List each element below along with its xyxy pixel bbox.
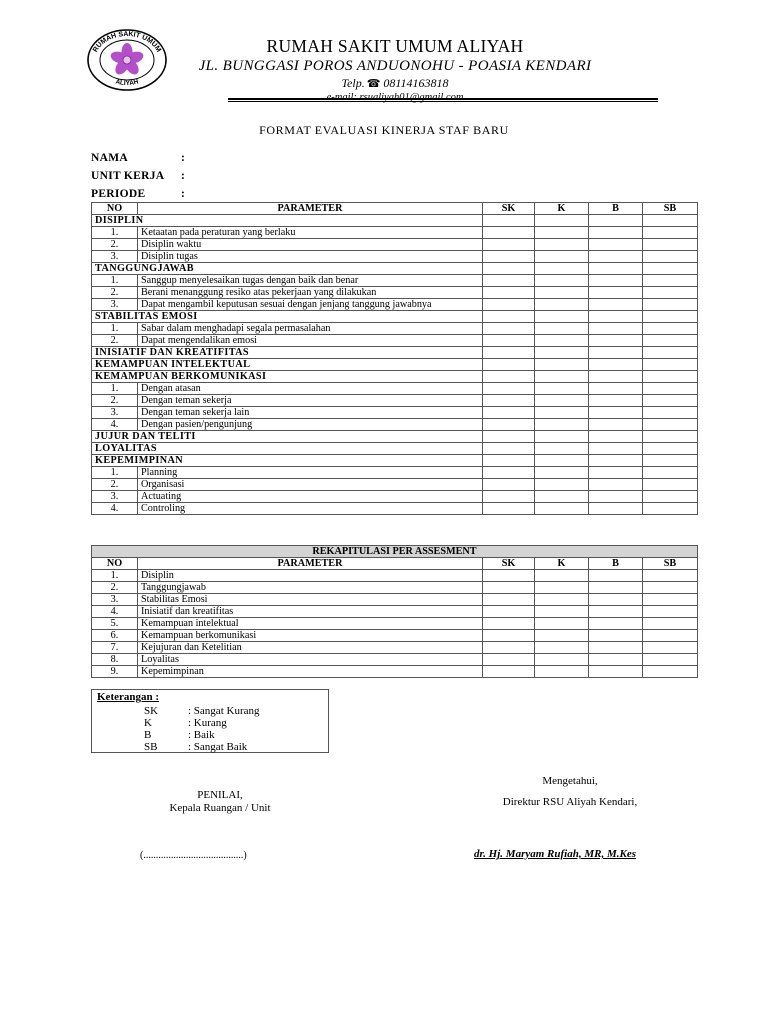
score-cell[interactable]: [589, 239, 643, 251]
score-cell[interactable]: [589, 654, 643, 666]
score-cell[interactable]: [483, 395, 535, 407]
header-no: NO: [92, 558, 138, 570]
row-parameter: Berani menanggung resiko atas pekerjaan yang dilakukan: [138, 287, 483, 299]
director-signature-block: [470, 775, 670, 809]
score-cell[interactable]: [483, 594, 535, 606]
score-cell[interactable]: [483, 287, 535, 299]
score-cell[interactable]: [589, 666, 643, 678]
row-number: 3.: [92, 594, 138, 606]
score-cell[interactable]: [643, 431, 698, 443]
header-parameter: PARAMETER: [138, 558, 483, 570]
meta-colon: :: [181, 188, 185, 200]
row-parameter: Stabilitas Emosi: [138, 594, 483, 606]
score-cell[interactable]: [535, 383, 589, 395]
row-number: 3.: [92, 299, 138, 311]
score-cell[interactable]: [589, 642, 643, 654]
row-parameter: Sabar dalam menghadapi segala permasalahan: [138, 323, 483, 335]
category-row: [92, 371, 698, 383]
hospital-email: e-mail: rsualiyah01@gmail.com: [326, 92, 464, 103]
table-row: [92, 239, 698, 251]
row-number: 1.: [92, 467, 138, 479]
score-cell[interactable]: [535, 479, 589, 491]
table-row: [92, 287, 698, 299]
category-label: KEPEMIMPINAN: [92, 455, 483, 467]
row-number: 9.: [92, 666, 138, 678]
score-cell[interactable]: [643, 618, 698, 630]
table-header-row: [92, 203, 698, 215]
row-number: 2.: [92, 395, 138, 407]
legend-code: SB: [144, 741, 158, 753]
score-cell[interactable]: [589, 479, 643, 491]
score-cell[interactable]: [535, 227, 589, 239]
score-cell[interactable]: [643, 455, 698, 467]
score-cell[interactable]: [483, 491, 535, 503]
row-parameter: Inisiatif dan kreatifitas: [138, 606, 483, 618]
score-cell[interactable]: [589, 359, 643, 371]
score-cell[interactable]: [483, 263, 535, 275]
score-cell[interactable]: [643, 323, 698, 335]
score-cell[interactable]: [589, 395, 643, 407]
row-number: 3.: [92, 251, 138, 263]
table-row: [92, 323, 698, 335]
row-number: 1.: [92, 227, 138, 239]
phone-number: 08114163818: [383, 76, 449, 90]
table-row: [92, 383, 698, 395]
row-number: 2.: [92, 239, 138, 251]
recap-title-row: [92, 546, 698, 558]
legend-box: [91, 689, 329, 753]
table-header-row: [92, 558, 698, 570]
score-cell[interactable]: [483, 630, 535, 642]
assessor-signature-block: [120, 789, 320, 815]
score-cell[interactable]: [643, 395, 698, 407]
row-parameter: Dengan teman sekerja lain: [138, 407, 483, 419]
row-parameter: Sanggup menyelesaikan tugas dengan baik dan benar: [138, 275, 483, 287]
score-cell[interactable]: [535, 503, 589, 515]
category-row: [92, 263, 698, 275]
score-cell[interactable]: [643, 239, 698, 251]
row-number: 2.: [92, 287, 138, 299]
score-cell[interactable]: [483, 347, 535, 359]
score-cell[interactable]: [643, 287, 698, 299]
category-row: [92, 455, 698, 467]
employee-info: [91, 149, 191, 203]
row-number: 2.: [92, 582, 138, 594]
score-cell[interactable]: [589, 251, 643, 263]
legend-desc: : Sangat Kurang: [188, 705, 260, 717]
score-cell[interactable]: [535, 323, 589, 335]
table-row: [92, 666, 698, 678]
category-row: [92, 431, 698, 443]
assessor-name-blank[interactable]: (........................................): [140, 850, 247, 861]
score-cell[interactable]: [535, 666, 589, 678]
score-cell[interactable]: [589, 287, 643, 299]
score-cell[interactable]: [535, 371, 589, 383]
score-cell[interactable]: [589, 263, 643, 275]
score-cell[interactable]: [535, 263, 589, 275]
row-parameter: Dengan atasan: [138, 383, 483, 395]
meta-label: NAMA: [91, 152, 128, 164]
score-cell[interactable]: [589, 443, 643, 455]
score-cell[interactable]: [643, 630, 698, 642]
table-row: [92, 251, 698, 263]
score-cell[interactable]: [643, 275, 698, 287]
score-cell[interactable]: [589, 606, 643, 618]
score-cell[interactable]: [589, 491, 643, 503]
table-row: [92, 227, 698, 239]
header-b: B: [589, 558, 643, 570]
row-parameter: Planning: [138, 467, 483, 479]
score-cell[interactable]: [589, 582, 643, 594]
score-cell[interactable]: [535, 311, 589, 323]
row-number: 6.: [92, 630, 138, 642]
score-cell[interactable]: [643, 503, 698, 515]
header-parameter: PARAMETER: [138, 203, 483, 215]
score-cell[interactable]: [643, 467, 698, 479]
table-row: [92, 335, 698, 347]
header-b: B: [589, 203, 643, 215]
evaluation-table: [91, 202, 698, 515]
meta-label: UNIT KERJA: [91, 170, 165, 182]
meta-colon: :: [181, 170, 185, 182]
table-row: [92, 606, 698, 618]
score-cell[interactable]: [535, 491, 589, 503]
score-cell[interactable]: [535, 642, 589, 654]
score-cell[interactable]: [483, 335, 535, 347]
header-sb: SB: [643, 203, 698, 215]
header-sk: SK: [483, 203, 535, 215]
category-label: LOYALITAS: [92, 443, 483, 455]
director-position: Direktur RSU Aliyah Kendari,: [502, 796, 638, 808]
score-cell[interactable]: [643, 251, 698, 263]
category-label: KEMAMPUAN BERKOMUNIKASI: [92, 371, 483, 383]
score-cell[interactable]: [483, 371, 535, 383]
logo-text-bottom: ALIYAH: [114, 78, 140, 87]
category-row: [92, 311, 698, 323]
row-number: 8.: [92, 654, 138, 666]
score-cell[interactable]: [535, 570, 589, 582]
director-name: dr. Hj. Maryam Rufiah, MR, M.Kes: [474, 848, 636, 860]
legend-desc: : Sangat Baik: [188, 741, 248, 753]
table-row: [92, 419, 698, 431]
category-label: TANGGUNGJAWAB: [92, 263, 483, 275]
score-cell[interactable]: [535, 359, 589, 371]
table-row: [92, 299, 698, 311]
acknowledge-label: Mengetahui,: [542, 775, 598, 787]
score-cell[interactable]: [643, 654, 698, 666]
category-label: STABILITAS EMOSI: [92, 311, 483, 323]
score-cell[interactable]: [483, 479, 535, 491]
header-no: NO: [92, 203, 138, 215]
score-cell[interactable]: [483, 407, 535, 419]
score-cell[interactable]: [483, 431, 535, 443]
score-cell[interactable]: [483, 642, 535, 654]
category-row: [92, 359, 698, 371]
legend-item: [144, 717, 227, 729]
score-cell[interactable]: [643, 215, 698, 227]
score-cell[interactable]: [483, 455, 535, 467]
row-parameter: Disiplin waktu: [138, 239, 483, 251]
category-label: DISIPLIN: [92, 215, 483, 227]
table-row: [92, 654, 698, 666]
header-sb: SB: [643, 558, 698, 570]
score-cell[interactable]: [643, 299, 698, 311]
header-k: K: [535, 203, 589, 215]
score-cell[interactable]: [589, 618, 643, 630]
score-cell[interactable]: [643, 666, 698, 678]
score-cell[interactable]: [483, 215, 535, 227]
score-cell[interactable]: [643, 491, 698, 503]
row-parameter: Dengan pasien/pengunjung: [138, 419, 483, 431]
score-cell[interactable]: [483, 227, 535, 239]
score-cell[interactable]: [535, 215, 589, 227]
score-cell[interactable]: [643, 407, 698, 419]
score-cell[interactable]: [589, 503, 643, 515]
score-cell[interactable]: [643, 227, 698, 239]
hospital-phone: [170, 76, 620, 91]
score-cell[interactable]: [589, 570, 643, 582]
score-cell[interactable]: [589, 467, 643, 479]
row-number: 5.: [92, 618, 138, 630]
row-number: 4.: [92, 503, 138, 515]
table-row: [92, 491, 698, 503]
row-parameter: Dengan teman sekerja: [138, 395, 483, 407]
row-number: 1.: [92, 275, 138, 287]
score-cell[interactable]: [535, 582, 589, 594]
score-cell[interactable]: [535, 618, 589, 630]
score-cell[interactable]: [483, 618, 535, 630]
row-number: 1.: [92, 570, 138, 582]
score-cell[interactable]: [483, 275, 535, 287]
score-cell[interactable]: [643, 443, 698, 455]
table-row: [92, 467, 698, 479]
table-row: [92, 570, 698, 582]
score-cell[interactable]: [643, 642, 698, 654]
score-cell[interactable]: [535, 467, 589, 479]
row-parameter: Disiplin: [138, 570, 483, 582]
row-number: 4.: [92, 606, 138, 618]
hospital-logo: [86, 28, 168, 92]
row-number: 3.: [92, 407, 138, 419]
table-row: [92, 630, 698, 642]
score-cell[interactable]: [483, 467, 535, 479]
score-cell[interactable]: [535, 299, 589, 311]
score-cell[interactable]: [483, 251, 535, 263]
category-label: KEMAMPUAN INTELEKTUAL: [92, 359, 483, 371]
score-cell[interactable]: [535, 335, 589, 347]
row-parameter: Kejujuran dan Ketelitian: [138, 642, 483, 654]
score-cell[interactable]: [535, 606, 589, 618]
score-cell[interactable]: [589, 407, 643, 419]
score-cell[interactable]: [483, 323, 535, 335]
score-cell[interactable]: [589, 455, 643, 467]
header-k: K: [535, 558, 589, 570]
score-cell[interactable]: [535, 431, 589, 443]
row-parameter: Actuating: [138, 491, 483, 503]
score-cell[interactable]: [643, 359, 698, 371]
score-cell[interactable]: [483, 582, 535, 594]
table-row: [92, 503, 698, 515]
score-cell[interactable]: [483, 311, 535, 323]
score-cell[interactable]: [643, 335, 698, 347]
score-cell[interactable]: [535, 419, 589, 431]
row-parameter: Disiplin tugas: [138, 251, 483, 263]
legend-code: SK: [144, 705, 159, 717]
score-cell[interactable]: [589, 383, 643, 395]
row-number: 1.: [92, 323, 138, 335]
meta-colon: :: [181, 152, 185, 164]
score-cell[interactable]: [643, 263, 698, 275]
score-cell[interactable]: [535, 654, 589, 666]
score-cell[interactable]: [643, 479, 698, 491]
legend-code: B: [144, 729, 152, 741]
score-cell[interactable]: [535, 347, 589, 359]
letterhead-rule-thin: [228, 101, 658, 102]
score-cell[interactable]: [483, 570, 535, 582]
score-cell[interactable]: [643, 371, 698, 383]
row-parameter: Dapat mengambil keputusan sesuai dengan jenjang tanggung jawabnya: [138, 299, 483, 311]
table-row: [92, 642, 698, 654]
assessor-label: PENILAI,: [197, 789, 243, 801]
score-cell[interactable]: [483, 419, 535, 431]
score-cell[interactable]: [535, 455, 589, 467]
legend-item: [144, 705, 259, 717]
table-row: [92, 407, 698, 419]
row-number: 2.: [92, 479, 138, 491]
score-cell[interactable]: [589, 227, 643, 239]
legend-desc: : Baik: [188, 729, 215, 741]
row-parameter: Dapat mengendalikan emosi: [138, 335, 483, 347]
score-cell[interactable]: [589, 311, 643, 323]
legend-item: [144, 741, 247, 753]
recap-table: [91, 545, 698, 678]
score-cell[interactable]: [483, 503, 535, 515]
phone-icon: ☎: [366, 78, 381, 90]
score-cell[interactable]: [483, 359, 535, 371]
score-cell[interactable]: [589, 299, 643, 311]
score-cell[interactable]: [589, 275, 643, 287]
hospital-name: RUMAH SAKIT UMUM ALIYAH: [266, 36, 524, 56]
row-parameter: Controling: [138, 503, 483, 515]
score-cell[interactable]: [535, 239, 589, 251]
row-number: 1.: [92, 383, 138, 395]
score-cell[interactable]: [589, 630, 643, 642]
category-label: JUJUR DAN TELITI: [92, 431, 483, 443]
phone-label: Telp.: [341, 76, 365, 90]
row-number: 7.: [92, 642, 138, 654]
score-cell[interactable]: [589, 335, 643, 347]
meta-row-periode: [91, 185, 191, 203]
row-number: 2.: [92, 335, 138, 347]
meta-row-unit: [91, 167, 191, 185]
row-parameter: Ketaatan pada peraturan yang berlaku: [138, 227, 483, 239]
score-cell[interactable]: [535, 407, 589, 419]
table-row: [92, 582, 698, 594]
table-row: [92, 618, 698, 630]
row-number: 4.: [92, 419, 138, 431]
recap-title: REKAPITULASI PER ASSESMENT: [92, 546, 698, 558]
hospital-address: JL. BUNGGASI POROS ANDUONOHU - POASIA KENDARI: [198, 58, 592, 74]
row-number: 3.: [92, 491, 138, 503]
logo-text-top: RUMAH SAKIT UMUM: [92, 30, 162, 54]
score-cell[interactable]: [589, 431, 643, 443]
score-cell[interactable]: [535, 395, 589, 407]
score-cell[interactable]: [643, 594, 698, 606]
score-cell[interactable]: [535, 251, 589, 263]
legend-item: [144, 729, 215, 741]
assessor-position: Kepala Ruangan / Unit: [169, 802, 271, 814]
row-parameter: Tanggungjawab: [138, 582, 483, 594]
legend-code: K: [144, 717, 152, 729]
score-cell[interactable]: [589, 323, 643, 335]
score-cell[interactable]: [589, 419, 643, 431]
score-cell[interactable]: [643, 419, 698, 431]
row-parameter: Kepemimpinan: [138, 666, 483, 678]
category-row: [92, 215, 698, 227]
score-cell[interactable]: [589, 347, 643, 359]
score-cell[interactable]: [589, 594, 643, 606]
score-cell[interactable]: [483, 666, 535, 678]
category-label: INISIATIF DAN KREATIFITAS: [92, 347, 483, 359]
legend-desc: : Kurang: [188, 717, 227, 729]
score-cell[interactable]: [589, 371, 643, 383]
score-cell[interactable]: [483, 383, 535, 395]
score-cell[interactable]: [483, 239, 535, 251]
score-cell[interactable]: [643, 606, 698, 618]
header-sk: SK: [483, 558, 535, 570]
legend-title: Keterangan :: [97, 691, 160, 703]
row-parameter: Organisasi: [138, 479, 483, 491]
score-cell[interactable]: [535, 275, 589, 287]
category-row: [92, 347, 698, 359]
category-row: [92, 443, 698, 455]
score-cell[interactable]: [535, 594, 589, 606]
score-cell[interactable]: [535, 443, 589, 455]
score-cell[interactable]: [483, 443, 535, 455]
meta-label: PERIODE: [91, 188, 146, 200]
table-row: [92, 275, 698, 287]
score-cell[interactable]: [535, 630, 589, 642]
table-row: [92, 395, 698, 407]
table-row: [92, 594, 698, 606]
score-cell[interactable]: [483, 606, 535, 618]
score-cell[interactable]: [643, 582, 698, 594]
meta-row-nama: [91, 149, 191, 167]
score-cell[interactable]: [483, 654, 535, 666]
row-parameter: Kemampuan intelektual: [138, 618, 483, 630]
score-cell[interactable]: [643, 383, 698, 395]
score-cell[interactable]: [483, 299, 535, 311]
row-parameter: Loyalitas: [138, 654, 483, 666]
table-row: [92, 479, 698, 491]
score-cell[interactable]: [589, 215, 643, 227]
row-parameter: Kemampuan berkomunikasi: [138, 630, 483, 642]
score-cell[interactable]: [535, 287, 589, 299]
document-title: FORMAT EVALUASI KINERJA STAF BARU: [259, 123, 509, 137]
score-cell[interactable]: [643, 311, 698, 323]
score-cell[interactable]: [643, 347, 698, 359]
score-cell[interactable]: [643, 570, 698, 582]
letterhead-rule: [228, 98, 658, 100]
letterhead: [170, 36, 620, 104]
